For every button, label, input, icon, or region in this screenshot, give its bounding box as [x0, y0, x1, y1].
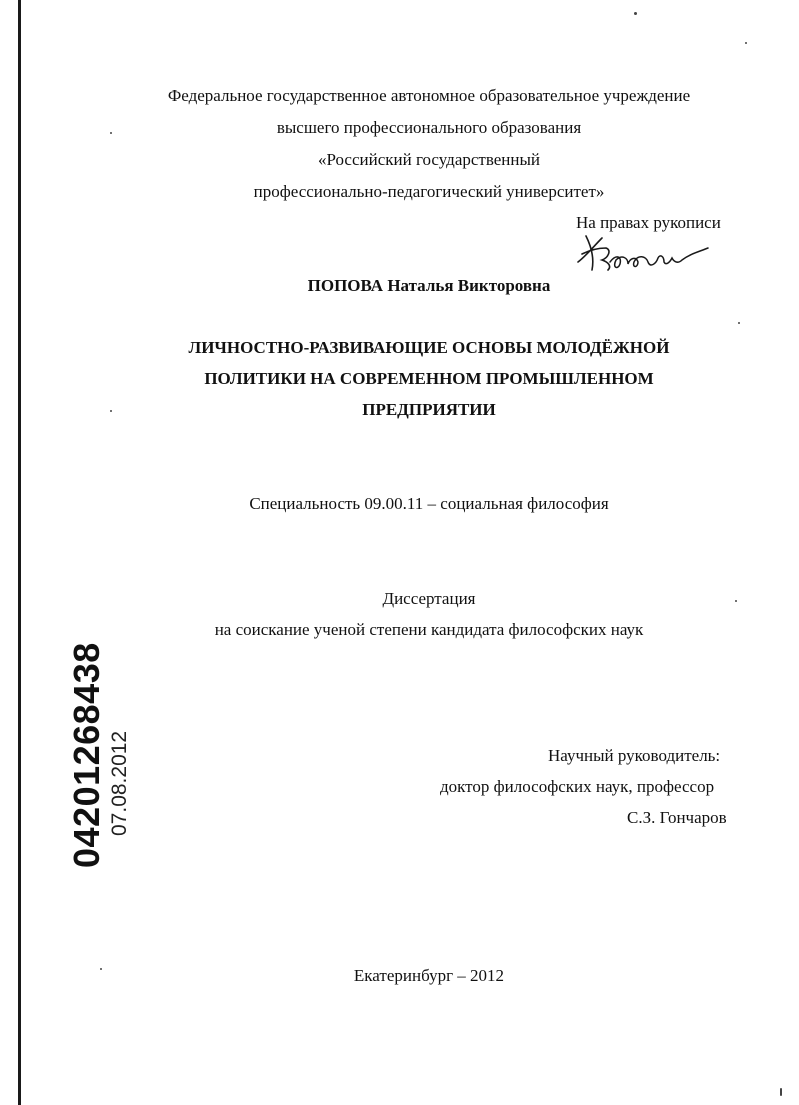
manuscript-note: На правах рукописи [576, 213, 721, 232]
header-line-2: высшего профессионального образования [276, 118, 582, 137]
supervisor-label: Научный руководитель: [548, 746, 721, 765]
header-line-3: «Российский государственный [317, 150, 541, 169]
city-year: Екатеринбург – 2012 [353, 966, 505, 985]
signature-text: Кроноба [572, 232, 576, 233]
author-name: ПОПОВА Наталья Викторовна [307, 276, 551, 295]
signature [572, 232, 712, 276]
scan-speck [780, 1088, 782, 1096]
work-type-line-1: Диссертация [382, 589, 476, 608]
scan-speck [738, 322, 740, 324]
specialty: Специальность 09.00.11 – социальная философия [249, 494, 609, 513]
signature-drawing [572, 232, 712, 276]
scan-speck [745, 42, 747, 44]
supervisor-degree: доктор философских наук, профессор [440, 777, 715, 796]
stamp-number: 04201268438 [66, 642, 107, 868]
header-line-4: профессионально-педагогический университет» [253, 182, 605, 201]
library-stamp [30, 640, 140, 880]
supervisor-name: С.З. Гончаров [627, 808, 727, 827]
title-line-2: ПОЛИТИКИ НА СОВРЕМЕННОМ ПРОМЫШЛЕННОМ [204, 369, 654, 388]
header-line-1: Федеральное государственное автономное образовательное учреждение [167, 86, 691, 105]
scan-speck [634, 12, 637, 15]
title-line-1: ЛИЧНОСТНО-РАЗВИВАЮЩИЕ ОСНОВЫ МОЛОДЁЖНОЙ [188, 338, 670, 357]
work-type-line-2: на соискание ученой степени кандидата философских наук [214, 620, 644, 639]
stamp-date: 07.08.2012 [108, 730, 131, 836]
title-line-3: ПРЕДПРИЯТИИ [362, 400, 496, 419]
